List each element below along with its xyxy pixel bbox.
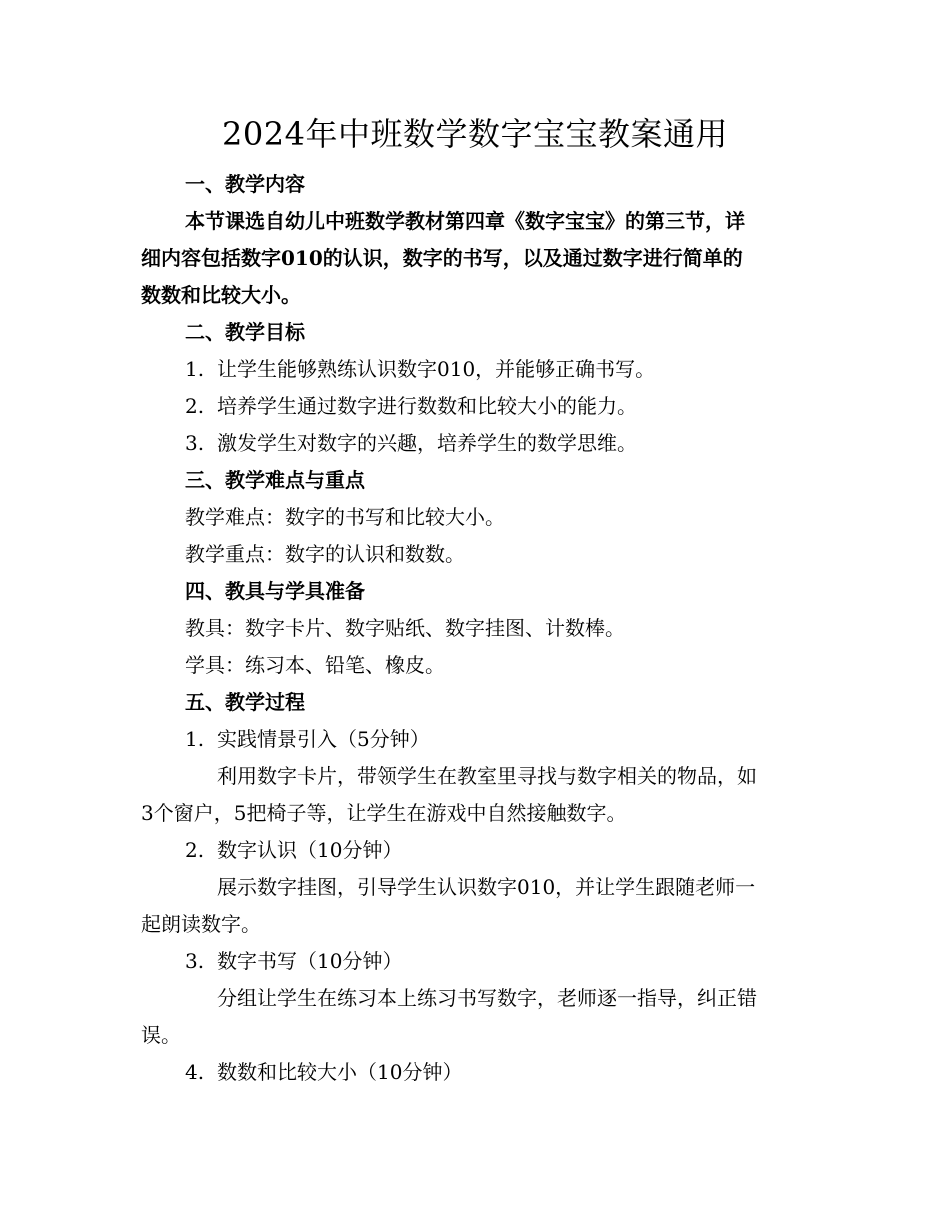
difficulty-text: 教学难点：数字的书写和比较大小。 — [185, 505, 505, 529]
step-title-text: 实践情景引入（5分钟） — [217, 727, 430, 751]
objective-number: 2. — [185, 394, 205, 418]
step-number: 3. — [185, 949, 205, 973]
step-description-line: 起朗读数字。 — [141, 912, 261, 936]
step-number: 4. — [185, 1060, 205, 1084]
step-description-line: 利用数字卡片，带领学生在教室里寻找与数字相关的物品，如 — [217, 764, 757, 788]
step-title-text: 数字认识（10分钟） — [217, 838, 403, 862]
teaching-tools-text: 教具：数字卡片、数字贴纸、数字挂图、计数棒。 — [185, 616, 625, 640]
process-step-title — [141, 943, 809, 980]
objective-text: 培养学生通过数字进行数数和比较大小的能力。 — [217, 394, 637, 418]
step-title-text: 数字书写（10分钟） — [217, 949, 403, 973]
objective-item — [141, 351, 809, 388]
process-step-title — [141, 832, 809, 869]
section-heading-process: 五、教学过程 — [185, 690, 305, 714]
objective-number: 1. — [185, 357, 205, 381]
section-heading-objectives: 二、教学目标 — [185, 320, 305, 344]
step-description-line: 展示数字挂图，引导学生认识数字010，并让学生跟随老师一 — [217, 875, 756, 899]
objective-text: 让学生能够熟练认识数字010，并能够正确书写。 — [217, 357, 656, 381]
section-heading-difficulties: 三、教学难点与重点 — [185, 468, 365, 492]
step-number: 2. — [185, 838, 205, 862]
objective-item — [141, 425, 809, 462]
key-point-text: 教学重点：数字的认识和数数。 — [185, 542, 465, 566]
document-title: 2024年中班数学数字宝宝教案通用 — [222, 115, 728, 153]
step-number: 1. — [185, 727, 205, 751]
section-heading-content: 一、教学内容 — [185, 172, 305, 196]
objective-item — [141, 388, 809, 425]
content-paragraph-line: 本节课选自幼儿中班数学教材第四章《数字宝宝》的第三节，详 — [185, 209, 745, 233]
objective-text: 激发学生对数字的兴趣，培养学生的数学思维。 — [217, 431, 637, 455]
content-paragraph-line: 细内容包括数字010的认识，数字的书写，以及通过数字进行简单的 — [141, 246, 743, 270]
step-title-text: 数数和比较大小（10分钟） — [217, 1060, 463, 1084]
objective-number: 3. — [185, 431, 205, 455]
process-step-title — [141, 721, 809, 758]
section-heading-tools: 四、教具与学具准备 — [185, 579, 365, 603]
step-description-line: 3个窗户，5把椅子等，让学生在游戏中自然接触数字。 — [141, 801, 627, 825]
step-description-line: 误。 — [141, 1023, 181, 1047]
step-description-line: 分组让学生在练习本上练习书写数字，老师逐一指导，纠正错 — [217, 986, 757, 1010]
student-tools-text: 学具：练习本、铅笔、橡皮。 — [185, 653, 445, 677]
document-body — [141, 166, 809, 1091]
content-paragraph-line: 数数和比较大小。 — [141, 283, 301, 307]
process-step-title — [141, 1054, 809, 1091]
